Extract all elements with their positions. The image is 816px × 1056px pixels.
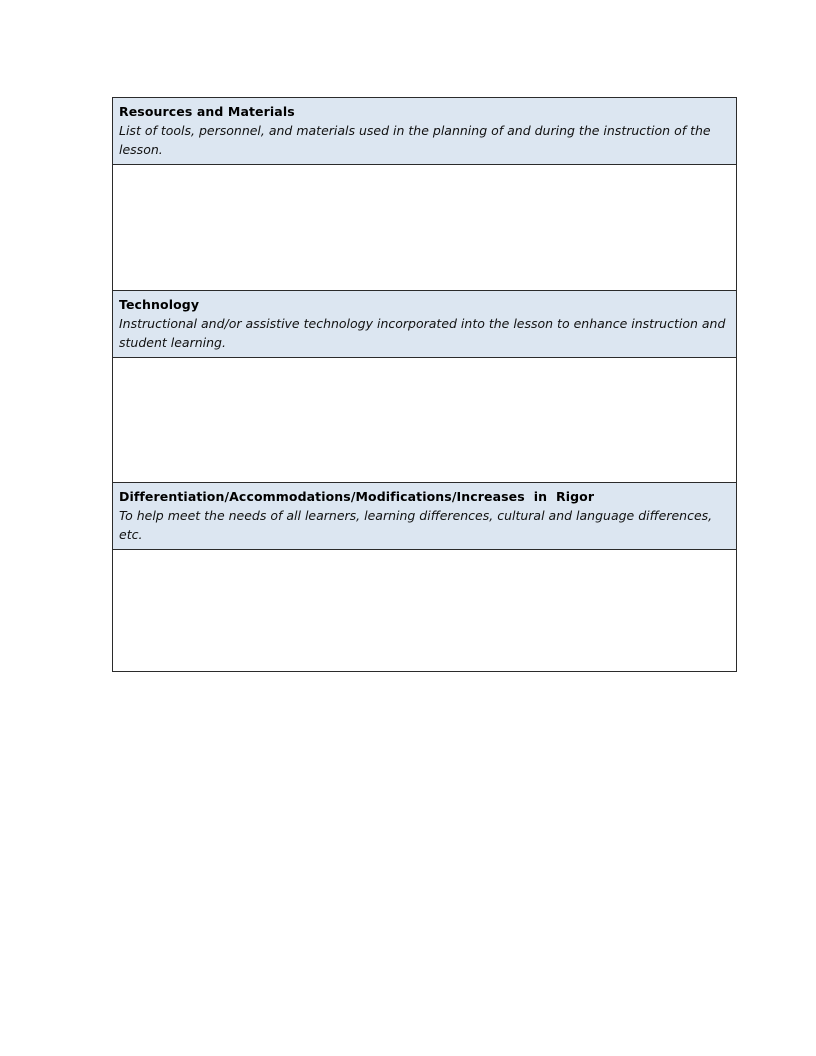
section-body-text-resources-and-materials[interactable]	[113, 165, 736, 290]
section-description-resources-and-materials: List of tools, personnel, and materials used in the planning of and during the instruction of the lesson.	[119, 123, 711, 157]
section-description-differentiation: To help meet the needs of all learners, learning differences, cultural and language differences, etc.	[119, 508, 713, 542]
section-header-differentiation	[113, 483, 736, 550]
lesson-plan-table	[112, 97, 737, 672]
section-header-resources-and-materials	[113, 98, 736, 165]
section-title-differentiation: Differentiation/Accommodations/Modifications/Increases in Rigor	[119, 489, 595, 504]
section-title-resources-and-materials: Resources and Materials	[119, 104, 295, 119]
section-resources-and-materials	[113, 98, 736, 291]
section-header-technology	[113, 291, 736, 358]
section-body-text-differentiation[interactable]	[113, 550, 736, 671]
section-body-differentiation[interactable]	[113, 550, 736, 671]
section-description-technology: Instructional and/or assistive technology incorporated into the lesson to enhance instruction and student learning.	[119, 316, 726, 350]
section-body-resources-and-materials[interactable]	[113, 165, 736, 291]
section-body-technology[interactable]	[113, 358, 736, 483]
section-title-technology: Technology	[119, 297, 200, 312]
section-technology	[113, 291, 736, 483]
section-differentiation	[113, 483, 736, 671]
section-body-text-technology[interactable]	[113, 358, 736, 482]
